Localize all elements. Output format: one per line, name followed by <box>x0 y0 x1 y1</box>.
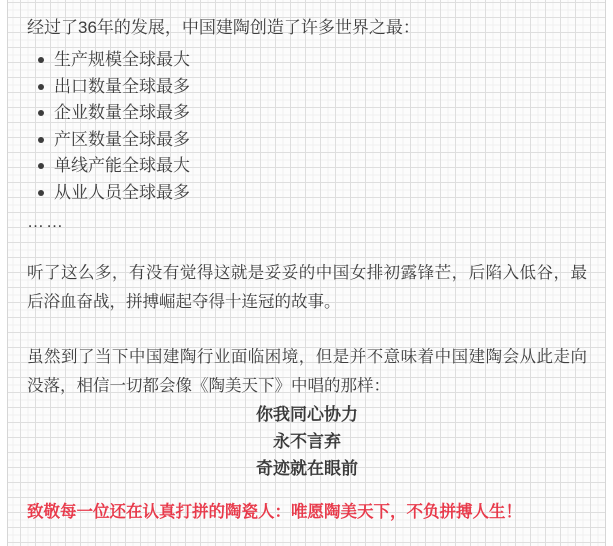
list-item-label: 从业人员全球最多 <box>54 182 190 202</box>
bullet-icon <box>38 137 44 143</box>
intro-heading: 经过了36年的发展，中国建陶创造了许多世界之最： <box>27 18 420 37</box>
list-item <box>38 74 587 101</box>
bullet-icon <box>38 163 44 169</box>
paragraph-volleyball-analogy: 听了这么多，有没有觉得这就是妥妥的中国女排初露锋芒，后陷入低谷，最后浴血奋战，拼搏崛起夺得十连冠的故事。 <box>27 264 587 311</box>
article-page <box>7 0 606 546</box>
lyric-line-3: 奇迹就在眼前 <box>256 459 358 478</box>
list-item <box>38 153 587 180</box>
bullet-icon <box>38 57 44 63</box>
list-item-label: 出口数量全球最多 <box>54 76 190 96</box>
bullet-icon <box>38 110 44 116</box>
bullet-icon <box>38 190 44 196</box>
list-item <box>38 100 587 127</box>
song-lyrics-block <box>27 401 587 482</box>
paragraph-industry-outlook: 虽然到了当下中国建陶行业面临困境，但是并不意味着中国建陶会从此走向没落，相信一切都会像《陶美天下》中唱的那样： <box>27 348 587 395</box>
ellipsis-line: …… <box>27 212 65 231</box>
list-item <box>38 180 587 207</box>
world-records-list <box>38 47 587 206</box>
list-item-label: 产区数量全球最多 <box>54 129 190 149</box>
list-item-label: 生产规模全球最大 <box>54 50 190 69</box>
lyric-line-2: 永不言弃 <box>273 432 341 451</box>
list-item <box>38 127 587 154</box>
list-item <box>38 47 587 74</box>
tribute-line: 致敬每一位还在认真打拼的陶瓷人：唯愿陶美天下，不负拼搏人生！ <box>27 503 522 521</box>
bullet-icon <box>38 84 44 90</box>
list-item-label: 单线产能全球最大 <box>54 156 190 175</box>
lyric-line-1: 你我同心协力 <box>256 405 358 424</box>
list-item-label: 企业数量全球最多 <box>54 103 190 122</box>
